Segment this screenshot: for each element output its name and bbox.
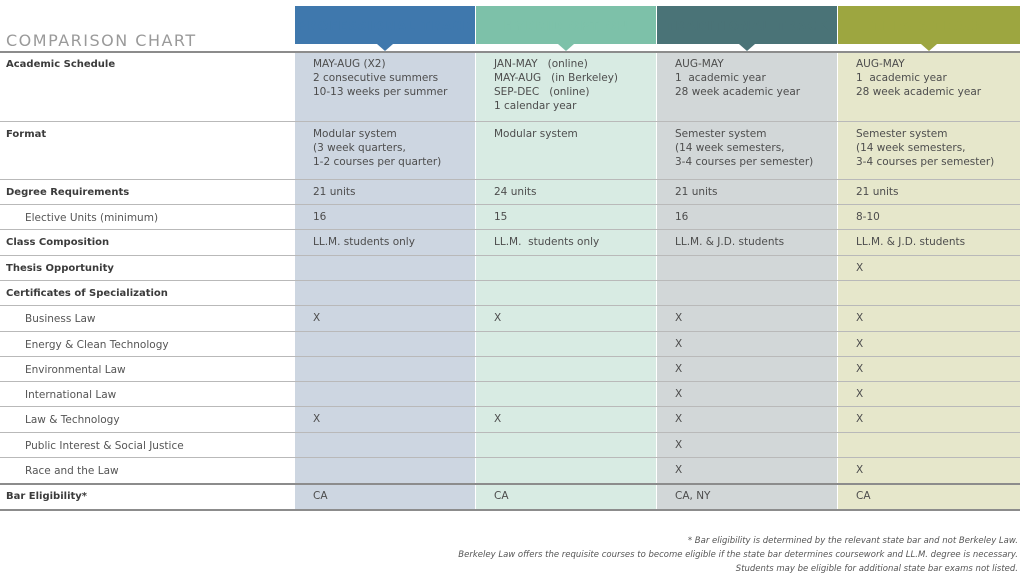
table-cell-traditional: CA, NY (675, 490, 711, 502)
row-label: Bar Eligibility* (6, 491, 88, 502)
table-cell-traditional: 16 (675, 211, 689, 223)
table-cell-hybrid: LL.M. students only (494, 236, 600, 248)
table-cell-hybrid: X (494, 312, 502, 324)
row-label: Elective Units (minimum) (25, 212, 159, 224)
row-label: Race and the Law (25, 465, 119, 477)
row-divider (0, 280, 1020, 281)
row-label: Law & Technology (25, 414, 120, 426)
row-divider (0, 381, 1020, 382)
table-cell-traditional: X (675, 363, 683, 375)
row-label: Academic Schedule (6, 59, 116, 70)
table-cell-traditional: X (675, 388, 683, 400)
header-traditional-track: TRADITIONAL TRACK (657, 6, 837, 44)
footnote-requisite-courses: Berkeley Law offers the requisite courses to become eligible if the state bar determines coursework and LL.M. degree is necessary. (458, 550, 1018, 560)
header-professional-track: PROFESSIONAL TRACK (295, 6, 475, 44)
table-cell-hybrid: 24 units (494, 186, 537, 198)
table-cell-professional: X (313, 413, 321, 425)
row-divider (0, 305, 1020, 306)
table-cell-traditional: X (675, 338, 683, 350)
header-thesis-track: THESIS TRACK (838, 6, 1020, 44)
row-label: Public Interest & Social Justice (25, 440, 184, 452)
table-cell-professional: 21 units (313, 186, 356, 198)
table-cell-professional: X (313, 312, 321, 324)
table-cell-traditional: Semester system (14 week semesters, 3-4 courses per semester) (675, 128, 814, 168)
row-divider (0, 331, 1020, 332)
table-cell-traditional: X (675, 464, 683, 476)
table-cell-thesis: X (856, 262, 864, 274)
row-label: Business Law (25, 313, 96, 325)
table-cell-thesis: X (856, 388, 864, 400)
table-cell-thesis: 21 units (856, 186, 899, 198)
table-cell-thesis: CA (856, 490, 871, 502)
table-cell-hybrid: X (494, 413, 502, 425)
table-cell-professional: MAY-AUG (X2) 2 consecutive summers 10-13 weeks per summer (313, 58, 448, 98)
table-cell-professional: 16 (313, 211, 327, 223)
table-cell-thesis: LL.M. & J.D. students (856, 236, 966, 248)
table-cell-traditional: X (675, 413, 683, 425)
row-label: Thesis Opportunity (6, 263, 114, 274)
header-hybrid-option: HYBRID OPTION (476, 6, 656, 44)
row-label: Format (6, 129, 47, 140)
table-cell-traditional: 21 units (675, 186, 718, 198)
table-cell-traditional: X (675, 439, 683, 451)
table-cell-traditional: X (675, 312, 683, 324)
table-cell-thesis: Semester system (14 week semesters, 3-4 courses per semester) (856, 128, 995, 168)
row-label: International Law (25, 389, 117, 401)
table-cell-thesis: X (856, 413, 864, 425)
table-cell-professional: CA (313, 490, 328, 502)
row-divider (0, 229, 1020, 230)
table-cell-hybrid: JAN-MAY (online) MAY-AUG (in Berkeley) SEP-DEC (online) 1 calendar year (494, 58, 619, 112)
table-cell-traditional: LL.M. & J.D. students (675, 236, 785, 248)
row-divider (0, 204, 1020, 205)
footnote-bar-eligibility: * Bar eligibility is determined by the relevant state bar and not Berkeley Law. (687, 536, 1018, 546)
table-cell-thesis: X (856, 363, 864, 375)
row-divider (0, 483, 1020, 485)
row-label: Certificates of Specialization (6, 288, 168, 299)
row-divider (0, 457, 1020, 458)
row-divider (0, 356, 1020, 357)
table-cell-hybrid: 15 (494, 211, 508, 223)
row-label: Environmental Law (25, 364, 126, 376)
footnote-additional-exams: Students may be eligible for additional state bar exams not listed. (735, 564, 1018, 574)
row-divider (0, 51, 1020, 53)
table-cell-thesis: X (856, 464, 864, 476)
chart-title: COMPARISON CHART (6, 31, 197, 50)
table-cell-professional: Modular system (3 week quarters, 1-2 courses per quarter) (313, 128, 442, 168)
table-cell-traditional: AUG-MAY 1 academic year 28 week academic year (675, 58, 801, 98)
table-cell-thesis: 8-10 (856, 211, 880, 223)
table-cell-hybrid: Modular system (494, 128, 578, 140)
table-cell-hybrid: CA (494, 490, 509, 502)
table-cell-professional: LL.M. students only (313, 236, 415, 248)
row-divider (0, 179, 1020, 180)
table-cell-thesis: AUG-MAY 1 academic year 28 week academic year (856, 58, 982, 98)
row-divider (0, 121, 1020, 122)
row-divider (0, 255, 1020, 256)
row-label: Energy & Clean Technology (25, 339, 169, 351)
row-divider (0, 406, 1020, 407)
row-label: Class Composition (6, 237, 110, 248)
table-cell-thesis: X (856, 312, 864, 324)
row-label: Degree Requirements (6, 187, 130, 198)
table-cell-thesis: X (856, 338, 864, 350)
row-divider (0, 432, 1020, 433)
row-divider (0, 509, 1020, 511)
